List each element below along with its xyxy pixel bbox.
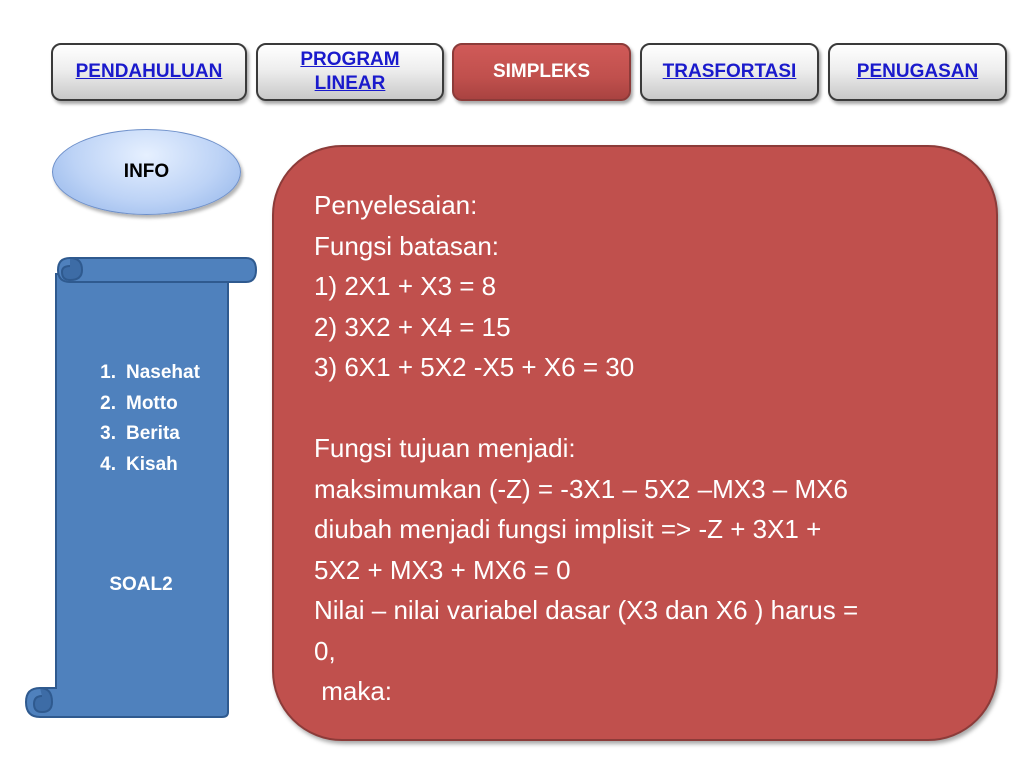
content-line: 3) 6X1 + 5X2 -X5 + X6 = 30 <box>314 352 635 382</box>
nav-button-simpleks[interactable] <box>452 43 631 101</box>
info-button[interactable] <box>52 129 241 215</box>
content-line: 5X2 + MX3 + MX6 = 0 <box>314 554 571 585</box>
nav-link-trasfortasi[interactable]: TRASFORTASI <box>662 61 797 82</box>
content-text <box>314 185 964 712</box>
soal2-link[interactable]: SOAL2 <box>109 574 173 595</box>
list-number: 3. <box>100 423 116 444</box>
content-line: diubah menjadi fungsi implisit => -Z + 3X1 + <box>314 514 822 544</box>
content-line: maksimumkan (-Z) = -3X1 – 5X2 –MX3 – MX6 <box>314 473 848 504</box>
nav-link-pendahuluan[interactable]: PENDAHULUAN <box>75 61 223 82</box>
list-label: Nasehat <box>126 362 200 383</box>
nav-button-program-linear[interactable] <box>256 43 444 101</box>
info-label: INFO <box>123 161 170 182</box>
content-line: maka: <box>314 676 393 706</box>
content-line: Fungsi tujuan menjadi: <box>314 433 576 463</box>
scroll-menu-item-motto[interactable] <box>76 389 226 420</box>
nav-link-penugasan[interactable]: PENUGASAN <box>856 61 979 82</box>
blank-line <box>314 388 964 429</box>
nav-link-program-linear[interactable]: PROGRAM LINEAR <box>300 49 400 94</box>
scroll-menu-list <box>76 358 226 480</box>
scroll-panel <box>20 250 260 725</box>
content-line: 1) 2X1 + X3 = 8 <box>314 271 497 301</box>
scroll-shape <box>20 250 260 725</box>
nav-button-penugasan[interactable] <box>828 43 1007 101</box>
content-line: Penyelesaian: <box>314 190 478 220</box>
list-label: Kisah <box>126 453 178 475</box>
content-panel <box>272 145 998 741</box>
nav-button-pendahuluan[interactable] <box>51 43 247 101</box>
nav-label-simpleks: SIMPLEKS <box>492 61 591 82</box>
content-line: Fungsi batasan: <box>314 230 500 261</box>
list-label: Berita <box>126 423 180 444</box>
list-number: 4. <box>100 453 116 475</box>
scroll-menu-item-kisah[interactable] <box>76 450 226 481</box>
list-number: 2. <box>100 392 116 414</box>
nav-button-trasfortasi[interactable] <box>640 43 819 101</box>
content-line: 2) 3X2 + X4 = 15 <box>314 311 511 342</box>
content-line: 0, <box>314 635 336 666</box>
scroll-menu-item-nasehat[interactable] <box>76 358 226 389</box>
scroll-menu-item-berita[interactable] <box>76 419 226 450</box>
content-line: Nilai – nilai variabel dasar (X3 dan X6 ) harus = <box>314 595 859 625</box>
list-label: Motto <box>126 392 178 414</box>
list-number: 1. <box>100 362 116 383</box>
